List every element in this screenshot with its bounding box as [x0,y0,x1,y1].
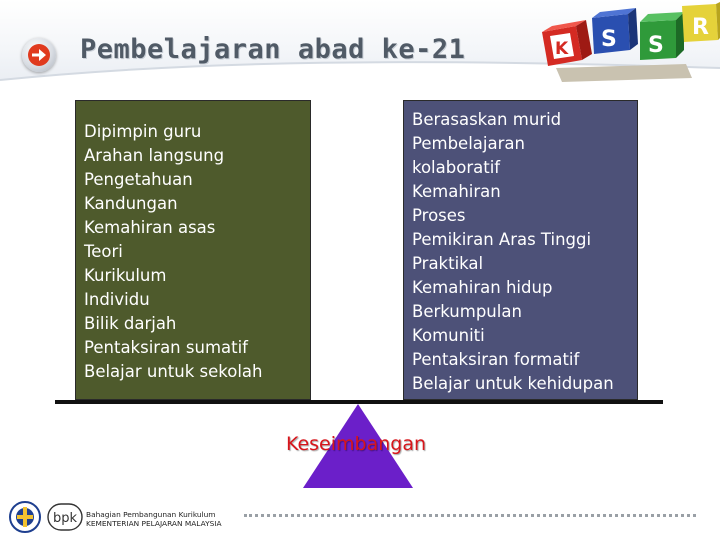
letter-cubes-illustration [536,0,720,84]
arrow-button-icon [22,38,56,72]
list-item: Kandungan [84,194,178,213]
list-item: Pentaksiran sumatif [84,338,248,357]
list-item: Pembelajaran [412,134,525,153]
slide-title: Pembelajaran abad ke-21 [80,34,466,65]
student-centred-list [412,108,637,396]
balance-label: Keseimbangan [285,433,427,455]
list-item: kolaboratif [412,158,501,177]
list-item: Berasaskan murid [412,110,562,129]
list-item: Pengetahuan [84,170,193,189]
list-item: Bilik darjah [84,314,177,333]
cube-letter-k: K [555,39,569,59]
footer-org-line-2: KEMENTERIAN PELAJARAN MALAYSIA [86,519,222,528]
list-item: Pemikiran Aras Tinggi [412,230,592,249]
list-item: Kemahiran [412,182,501,201]
cube-green [640,12,684,60]
footer-org-line-1: Bahagian Pembangunan Kurikulum [86,510,216,519]
cube-yellow [682,2,720,42]
list-item: Individu [84,290,150,309]
cube-letter-s-blue: S [601,27,617,52]
teacher-centred-list [84,120,310,384]
footer-logos [8,498,84,536]
ministry-crest-icon [10,502,40,532]
bpk-logo-text: bpk [52,511,78,526]
list-item: Belajar untuk sekolah [84,362,263,381]
footer-divider [244,514,696,517]
cube-blue [592,8,638,54]
list-item: Kemahiran asas [84,218,216,237]
footer-org [86,510,222,528]
cube-letter-s-green: S [648,33,664,58]
list-item: Komuniti [412,326,485,345]
student-centred-panel [403,100,638,400]
list-item: Praktikal [412,254,484,273]
list-item: Proses [412,206,466,225]
list-item: Dipimpin guru [84,122,202,141]
list-item: Arahan langsung [84,146,225,165]
list-item: Belajar untuk kehidupan [412,374,614,393]
teacher-centred-panel [75,100,311,400]
list-item: Berkumpulan [412,302,522,321]
list-item: Pentaksiran formatif [412,350,580,369]
list-item: Kemahiran hidup [412,278,553,297]
cube-letter-r: R [692,15,709,40]
list-item: Teori [84,242,123,261]
list-item: Kurikulum [84,266,167,285]
bpk-logo [48,504,82,530]
cube-red [542,20,592,66]
